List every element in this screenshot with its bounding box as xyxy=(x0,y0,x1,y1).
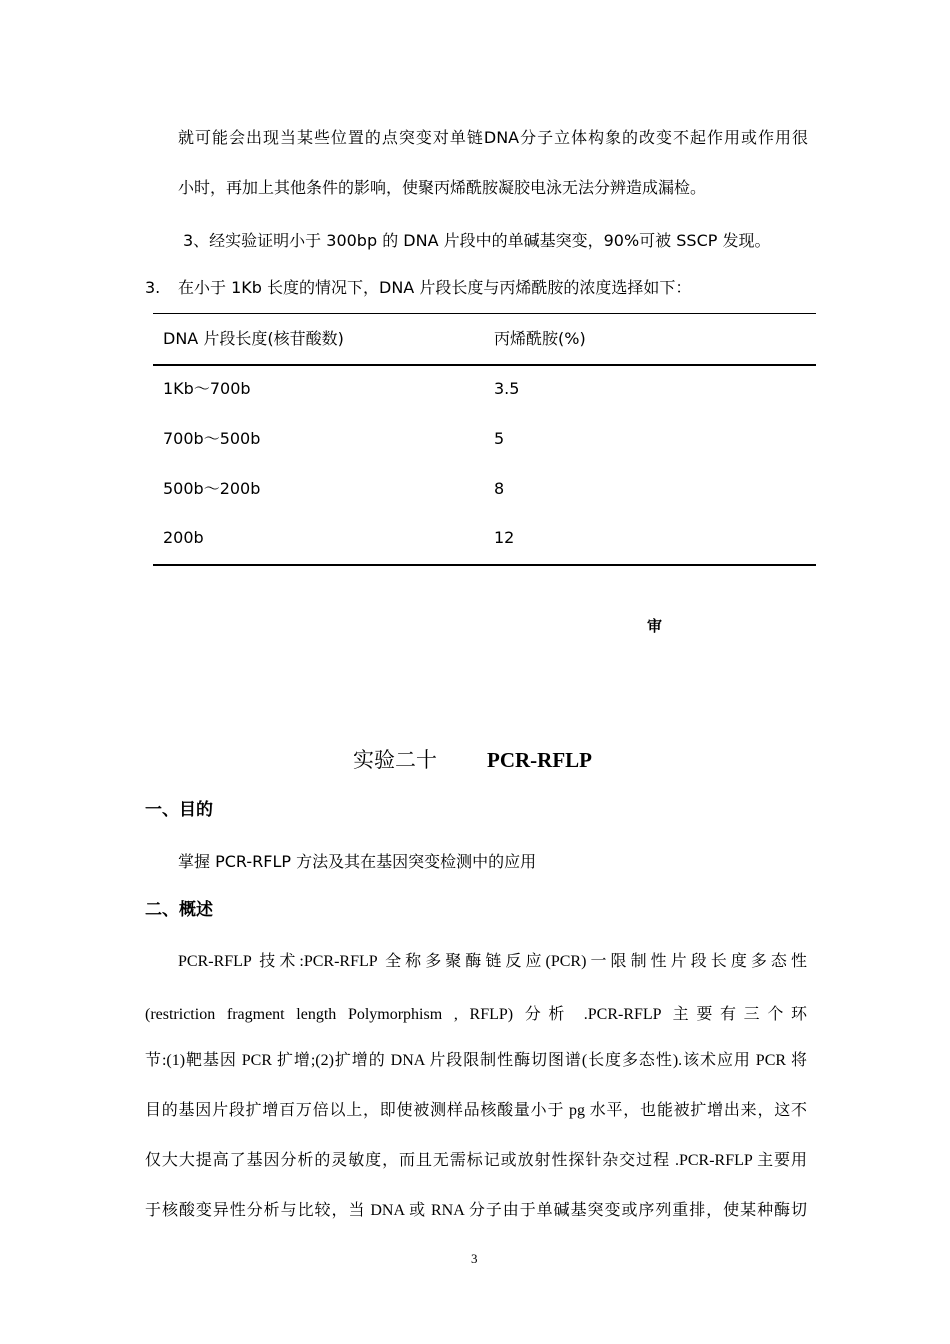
table-header-length: DNA 片段长度(核苷酸数) xyxy=(163,329,344,348)
section-heading-overview: 二、概述 xyxy=(145,900,213,920)
table-cell-length: 700b～500b xyxy=(163,429,261,448)
table-cell-length: 200b xyxy=(163,528,204,547)
overview-line: 于核酸变异性分析与比较，当 DNA 或 RNA 分子由于单碱基突变或序列重排，使某种酶切 xyxy=(145,1202,807,1219)
paragraph-line: 就可能会出现当某些位置的点突变对单链DNA分子立体构象的改变不起作用或作用很 xyxy=(178,128,808,147)
table-header-acrylamide: 丙烯酰胺(%) xyxy=(494,329,586,348)
numbered-point: 3、经实验证明小于 300bp 的 DNA 片段中的单碱基突变，90%可被 SSCP 发现。 xyxy=(183,231,771,250)
table-cell-percent: 3.5 xyxy=(494,379,520,398)
overview-line: (restriction fragment length Polymorphism , RFLP) 分析 .PCR-RFLP 主要有三个环 xyxy=(145,1006,807,1023)
table-cell-length: 1Kb～700b xyxy=(163,379,251,398)
table-cell-percent: 8 xyxy=(494,479,505,498)
list-text: 在小于 1Kb 长度的情况下，DNA 片段长度与丙烯酰胺的浓度选择如下： xyxy=(178,278,692,297)
experiment-title-en: PCR-RFLP xyxy=(487,748,592,772)
table-cell-percent: 5 xyxy=(494,429,505,448)
overview-line: 仅大大提高了基因分析的灵敏度，而且无需标记或放射性探针杂交过程 .PCR-RFLP 主要用 xyxy=(145,1152,807,1169)
list-number: 3. xyxy=(145,278,161,297)
page-number: 3 xyxy=(471,1251,478,1266)
table-cell-percent: 12 xyxy=(494,528,515,547)
table-header-rule xyxy=(153,364,816,366)
stray-mark: 审 xyxy=(647,617,663,635)
overview-line: 目的基因片段扩增百万倍以上，即使被测样品核酸量小于 pg 水平，也能被扩增出来，这不 xyxy=(145,1102,807,1119)
experiment-title-cn: 实验二十 xyxy=(353,748,437,772)
paragraph-line: 小时，再加上其他条件的影响，使聚丙烯酰胺凝胶电泳无法分辨造成漏检。 xyxy=(178,178,707,197)
table-bottom-rule xyxy=(153,564,816,566)
table-top-rule xyxy=(153,313,816,314)
overview-line: PCR-RFLP 技术:PCR-RFLP 全称多聚酶链反应(PCR)一限制性片段长度多态性 xyxy=(178,953,807,970)
section-heading-purpose: 一、目的 xyxy=(145,800,213,820)
table-cell-length: 500b～200b xyxy=(163,479,261,498)
purpose-text: 掌握 PCR-RFLP 方法及其在基因突变检测中的应用 xyxy=(178,852,537,871)
overview-line: 节:(1)靶基因 PCR 扩增;(2)扩增的 DNA 片段限制性酶切图谱(长度多态性).该术应用 PCR 将 xyxy=(145,1052,807,1069)
